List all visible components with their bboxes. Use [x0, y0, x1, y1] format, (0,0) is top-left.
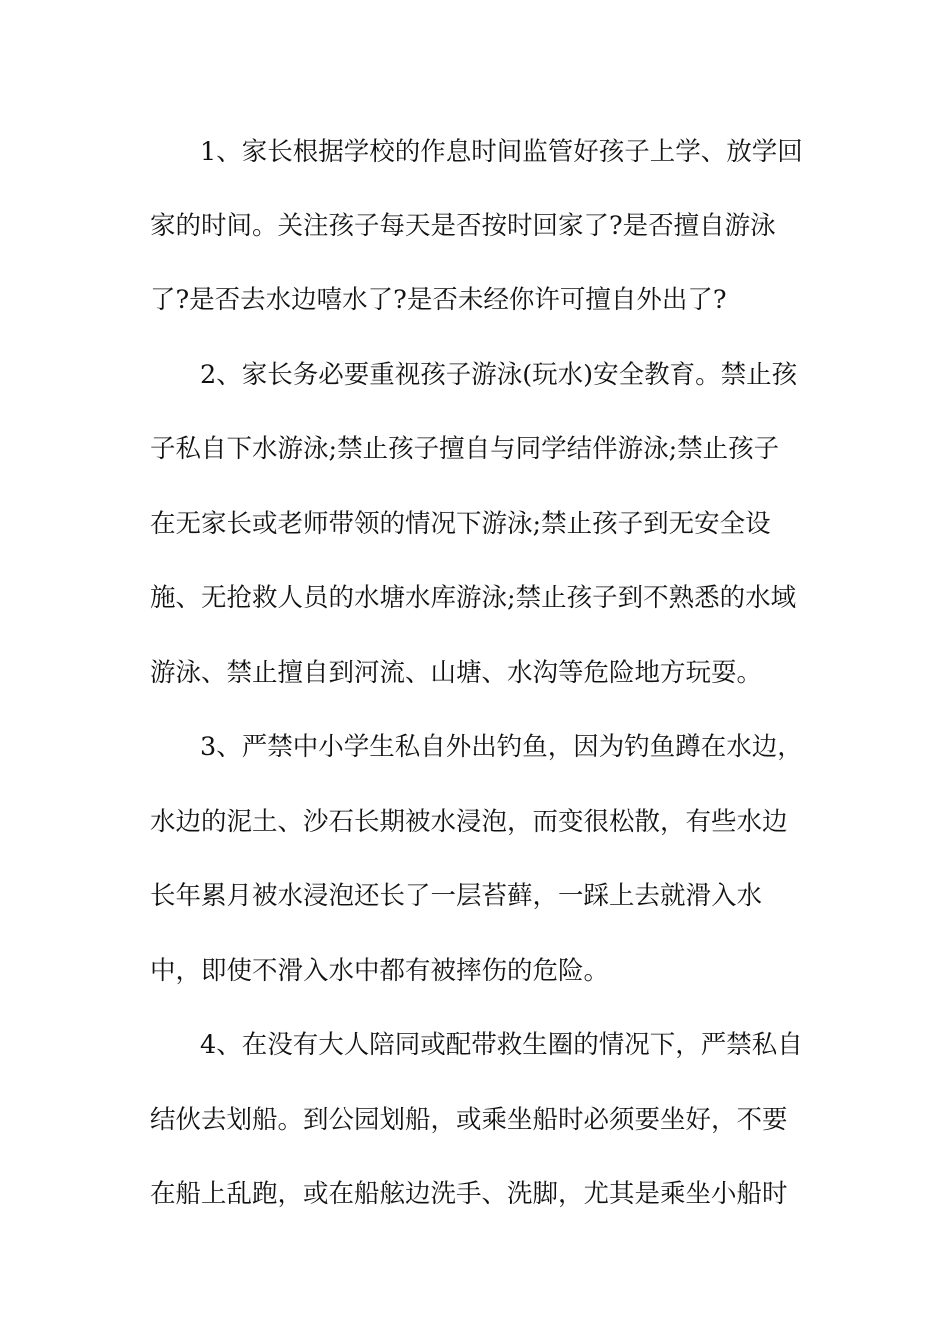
paragraph-3-line-3: 长年累月被水浸泡还长了一层苔藓，一踩上去就滑入水: [150, 881, 763, 911]
paragraph-4-line-1: 4、在没有大人陪同或配带救生圈的情况下，严禁私自: [200, 1030, 803, 1060]
paragraph-4-line-2: 结伙去划船。到公园划船，或乘坐船时必须要坐好，不要: [150, 1105, 788, 1135]
paragraph-2-line-4: 施、无抢救人员的水塘水库游泳;禁止孩子到不熟悉的水域: [150, 583, 797, 613]
paragraph-2-line-1: 2、家长务必要重视孩子游泳(玩水)安全教育。禁止孩: [200, 360, 798, 390]
paragraph-1-line-3: 了?是否去水边嘻水了?是否未经你许可擅自外出了?: [150, 285, 727, 315]
paragraph-1-line-2: 家的时间。关注孩子每天是否按时回家了?是否擅自游泳: [150, 211, 776, 241]
paragraph-2-line-2: 子私自下水游泳;禁止孩子擅自与同学结伴游泳;禁止孩子: [150, 434, 780, 464]
paragraph-3-line-2: 水边的泥土、沙石长期被水浸泡，而变很松散，有些水边: [150, 807, 788, 837]
paragraph-3-line-1: 3、严禁中小学生私自外出钓鱼，因为钓鱼蹲在水边，: [200, 732, 803, 762]
paragraph-2-line-3: 在无家长或老师带领的情况下游泳;禁止孩子到无安全设: [150, 509, 771, 539]
paragraph-1-line-1: 1、家长根据学校的作息时间监管好孩子上学、放学回: [200, 137, 803, 167]
paragraph-4-line-3: 在船上乱跑，或在船舷边洗手、洗脚，尤其是乘坐小船时: [150, 1179, 788, 1209]
paragraph-2-line-5: 游泳、禁止擅自到河流、山塘、水沟等危险地方玩耍。: [150, 658, 763, 688]
paragraph-3-line-4: 中，即使不滑入水中都有被摔伤的危险。: [150, 956, 610, 986]
